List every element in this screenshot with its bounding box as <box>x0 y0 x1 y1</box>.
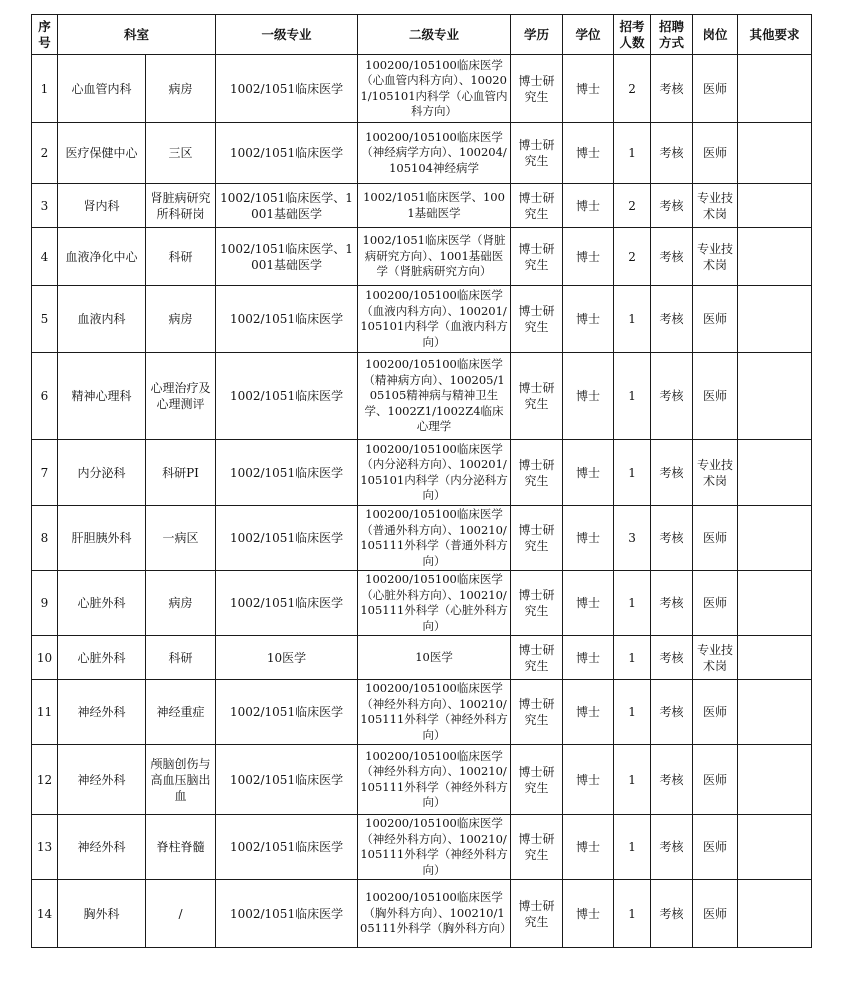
row-major1: 1002/1051临床医学 <box>216 353 358 440</box>
recruitment-table <box>31 14 812 948</box>
row-degree: 博士 <box>563 440 614 506</box>
row-subdept: 心理治疗及心理测评 <box>146 353 216 440</box>
row-major2: 10医学 <box>358 636 511 680</box>
row-no: 9 <box>32 571 58 636</box>
row-degree: 博士 <box>563 286 614 353</box>
row-edu: 博士研究生 <box>511 680 563 745</box>
header-row <box>32 15 812 55</box>
row-major1: 1002/1051临床医学 <box>216 286 358 353</box>
row-degree: 博士 <box>563 184 614 228</box>
header-edu: 学历 <box>511 15 563 55</box>
table-row <box>32 440 812 506</box>
row-other <box>738 571 812 636</box>
row-major2: 100200/105100临床医学（神经外科方向）、100210/105111外科学（神经外科方向） <box>358 680 511 745</box>
row-major1: 1002/1051临床医学 <box>216 815 358 880</box>
row-major2: 100200/105100临床医学（内分泌科方向）、100201/105101内科学（内分泌科方向） <box>358 440 511 506</box>
row-other <box>738 880 812 948</box>
row-subdept: 病房 <box>146 55 216 123</box>
row-count: 1 <box>614 353 651 440</box>
row-dept: 神经外科 <box>58 815 146 880</box>
row-post: 医师 <box>693 880 738 948</box>
row-post: 专业技术岗 <box>693 636 738 680</box>
row-other <box>738 55 812 123</box>
row-count: 1 <box>614 680 651 745</box>
row-subdept: / <box>146 880 216 948</box>
row-other <box>738 745 812 815</box>
row-post: 医师 <box>693 571 738 636</box>
table-row <box>32 680 812 745</box>
row-edu: 博士研究生 <box>511 228 563 286</box>
row-degree: 博士 <box>563 815 614 880</box>
row-edu: 博士研究生 <box>511 745 563 815</box>
row-degree: 博士 <box>563 55 614 123</box>
row-edu: 博士研究生 <box>511 815 563 880</box>
row-no: 8 <box>32 506 58 571</box>
row-degree: 博士 <box>563 506 614 571</box>
row-no: 11 <box>32 680 58 745</box>
row-subdept: 病房 <box>146 286 216 353</box>
row-dept: 心血管内科 <box>58 55 146 123</box>
header-method: 招聘方式 <box>651 15 693 55</box>
row-degree: 博士 <box>563 680 614 745</box>
row-other <box>738 636 812 680</box>
row-subdept: 神经重症 <box>146 680 216 745</box>
row-major2: 100200/105100临床医学（神经外科方向）、100210/105111外科学（神经外科方向） <box>358 815 511 880</box>
row-method: 考核 <box>651 745 693 815</box>
row-method: 考核 <box>651 123 693 184</box>
row-edu: 博士研究生 <box>511 880 563 948</box>
row-subdept: 脊柱脊髓 <box>146 815 216 880</box>
row-method: 考核 <box>651 55 693 123</box>
row-edu: 博士研究生 <box>511 55 563 123</box>
row-method: 考核 <box>651 184 693 228</box>
row-other <box>738 286 812 353</box>
row-post: 医师 <box>693 815 738 880</box>
row-count: 3 <box>614 506 651 571</box>
row-major2: 100200/105100临床医学（精神病方向）、100205/105105精神病与精神卫生学、1002Z1/1002Z4临床心理学 <box>358 353 511 440</box>
row-count: 1 <box>614 440 651 506</box>
table-row <box>32 815 812 880</box>
table-body <box>32 55 812 948</box>
row-degree: 博士 <box>563 636 614 680</box>
row-other <box>738 815 812 880</box>
row-other <box>738 184 812 228</box>
table-row <box>32 353 812 440</box>
table-row <box>32 228 812 286</box>
row-no: 14 <box>32 880 58 948</box>
header-dept: 科室 <box>58 15 216 55</box>
row-dept: 内分泌科 <box>58 440 146 506</box>
row-edu: 博士研究生 <box>511 506 563 571</box>
row-subdept: 科研 <box>146 228 216 286</box>
row-count: 1 <box>614 815 651 880</box>
table-row <box>32 571 812 636</box>
row-other <box>738 506 812 571</box>
row-major1: 1002/1051临床医学 <box>216 506 358 571</box>
row-major2: 100200/105100临床医学（神经病学方向）、100204/105104神经病学 <box>358 123 511 184</box>
row-major1: 1002/1051临床医学 <box>216 880 358 948</box>
row-major1: 1002/1051临床医学 <box>216 745 358 815</box>
row-count: 1 <box>614 286 651 353</box>
row-edu: 博士研究生 <box>511 123 563 184</box>
row-post: 医师 <box>693 353 738 440</box>
row-degree: 博士 <box>563 880 614 948</box>
row-subdept: 三区 <box>146 123 216 184</box>
row-method: 考核 <box>651 440 693 506</box>
table-row <box>32 636 812 680</box>
row-subdept: 颅脑创伤与高血压脑出血 <box>146 745 216 815</box>
header-count: 招考人数 <box>614 15 651 55</box>
row-post: 专业技术岗 <box>693 228 738 286</box>
row-no: 3 <box>32 184 58 228</box>
row-method: 考核 <box>651 228 693 286</box>
row-edu: 博士研究生 <box>511 636 563 680</box>
row-no: 1 <box>32 55 58 123</box>
table-row <box>32 55 812 123</box>
row-dept: 胸外科 <box>58 880 146 948</box>
header-no: 序号 <box>32 15 58 55</box>
row-major1: 1002/1051临床医学 <box>216 571 358 636</box>
row-no: 13 <box>32 815 58 880</box>
table-row <box>32 286 812 353</box>
row-edu: 博士研究生 <box>511 571 563 636</box>
row-major2: 100200/105100临床医学（胸外科方向）、100210/105111外科学（胸外科方向） <box>358 880 511 948</box>
row-count: 1 <box>614 571 651 636</box>
row-major1: 1002/1051临床医学 <box>216 123 358 184</box>
row-no: 5 <box>32 286 58 353</box>
header-major2: 二级专业 <box>358 15 511 55</box>
row-post: 医师 <box>693 506 738 571</box>
row-method: 考核 <box>651 506 693 571</box>
row-edu: 博士研究生 <box>511 353 563 440</box>
row-degree: 博士 <box>563 353 614 440</box>
row-major1: 10医学 <box>216 636 358 680</box>
row-subdept: 肾脏病研究所科研岗 <box>146 184 216 228</box>
row-major2: 1002/1051临床医学（肾脏病研究方向）、1001基础医学（肾脏病研究方向） <box>358 228 511 286</box>
row-dept: 血液净化中心 <box>58 228 146 286</box>
row-count: 1 <box>614 636 651 680</box>
table-row <box>32 880 812 948</box>
row-no: 4 <box>32 228 58 286</box>
row-edu: 博士研究生 <box>511 440 563 506</box>
row-other <box>738 123 812 184</box>
row-post: 医师 <box>693 123 738 184</box>
row-count: 1 <box>614 745 651 815</box>
row-other <box>738 228 812 286</box>
row-dept: 医疗保健中心 <box>58 123 146 184</box>
row-no: 10 <box>32 636 58 680</box>
header-other: 其他要求 <box>738 15 812 55</box>
row-no: 2 <box>32 123 58 184</box>
header-degree: 学位 <box>563 15 614 55</box>
row-method: 考核 <box>651 286 693 353</box>
row-degree: 博士 <box>563 228 614 286</box>
row-method: 考核 <box>651 353 693 440</box>
table-row <box>32 745 812 815</box>
row-post: 医师 <box>693 680 738 745</box>
row-edu: 博士研究生 <box>511 286 563 353</box>
row-count: 2 <box>614 184 651 228</box>
table-row <box>32 184 812 228</box>
row-method: 考核 <box>651 680 693 745</box>
row-subdept: 一病区 <box>146 506 216 571</box>
row-post: 专业技术岗 <box>693 184 738 228</box>
row-dept: 血液内科 <box>58 286 146 353</box>
row-method: 考核 <box>651 636 693 680</box>
row-major2: 100200/105100临床医学（心血管内科方向）、100201/105101内科学（心血管内科方向） <box>358 55 511 123</box>
row-other <box>738 680 812 745</box>
row-post: 专业技术岗 <box>693 440 738 506</box>
row-count: 1 <box>614 880 651 948</box>
row-dept: 精神心理科 <box>58 353 146 440</box>
row-dept: 肾内科 <box>58 184 146 228</box>
row-major2: 1002/1051临床医学、1001基础医学 <box>358 184 511 228</box>
header-post: 岗位 <box>693 15 738 55</box>
row-post: 医师 <box>693 286 738 353</box>
row-major2: 100200/105100临床医学（心脏外科方向）、100210/105111外科学（心脏外科方向） <box>358 571 511 636</box>
row-dept: 心脏外科 <box>58 636 146 680</box>
row-dept: 神经外科 <box>58 745 146 815</box>
row-major2: 100200/105100临床医学（神经外科方向）、100210/105111外科学（神经外科方向） <box>358 745 511 815</box>
row-other <box>738 440 812 506</box>
row-major1: 1002/1051临床医学、1001基础医学 <box>216 184 358 228</box>
row-dept: 肝胆胰外科 <box>58 506 146 571</box>
row-other <box>738 353 812 440</box>
row-method: 考核 <box>651 571 693 636</box>
row-major2: 100200/105100临床医学（普通外科方向）、100210/105111外科学（普通外科方向） <box>358 506 511 571</box>
table-row <box>32 506 812 571</box>
row-degree: 博士 <box>563 571 614 636</box>
row-subdept: 科研 <box>146 636 216 680</box>
row-no: 6 <box>32 353 58 440</box>
row-post: 医师 <box>693 745 738 815</box>
row-dept: 心脏外科 <box>58 571 146 636</box>
row-degree: 博士 <box>563 123 614 184</box>
row-subdept: 科研PI <box>146 440 216 506</box>
row-dept: 神经外科 <box>58 680 146 745</box>
table-row <box>32 123 812 184</box>
row-no: 12 <box>32 745 58 815</box>
row-count: 2 <box>614 228 651 286</box>
row-method: 考核 <box>651 880 693 948</box>
row-major1: 1002/1051临床医学 <box>216 440 358 506</box>
header-major1: 一级专业 <box>216 15 358 55</box>
row-post: 医师 <box>693 55 738 123</box>
row-major2: 100200/105100临床医学（血液内科方向）、100201/105101内科学（血液内科方向） <box>358 286 511 353</box>
row-count: 2 <box>614 55 651 123</box>
row-major1: 1002/1051临床医学 <box>216 55 358 123</box>
row-no: 7 <box>32 440 58 506</box>
row-method: 考核 <box>651 815 693 880</box>
row-major1: 1002/1051临床医学 <box>216 680 358 745</box>
row-edu: 博士研究生 <box>511 184 563 228</box>
row-major1: 1002/1051临床医学、1001基础医学 <box>216 228 358 286</box>
row-degree: 博士 <box>563 745 614 815</box>
row-subdept: 病房 <box>146 571 216 636</box>
row-count: 1 <box>614 123 651 184</box>
